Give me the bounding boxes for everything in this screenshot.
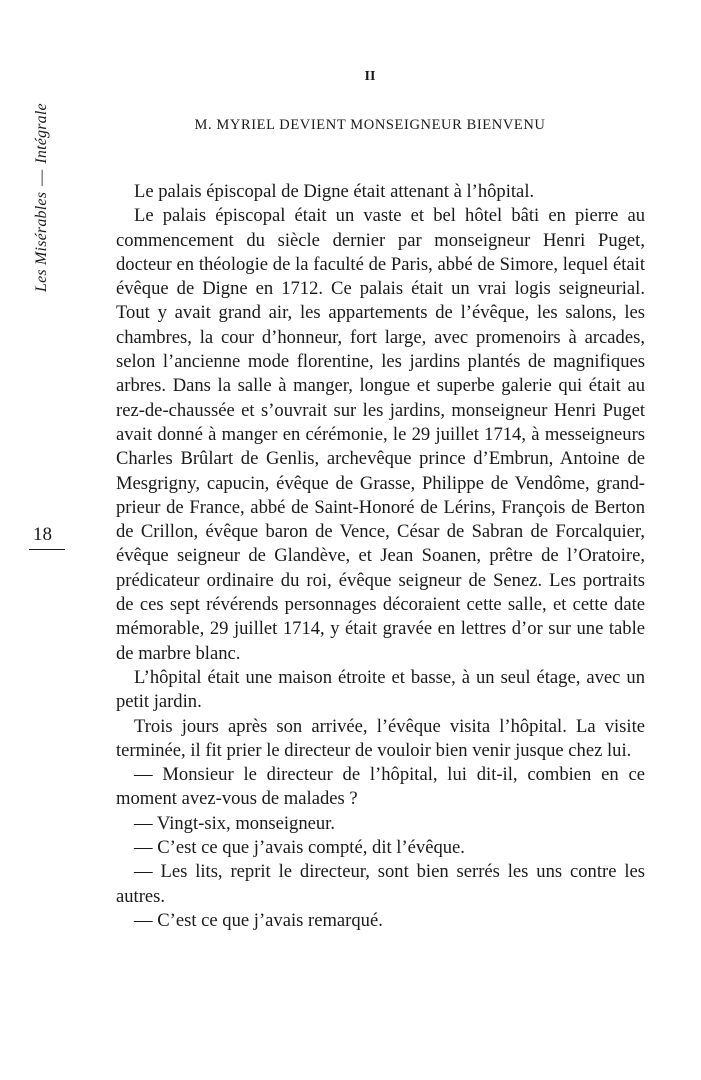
- paragraph: Trois jours après son arrivée, l’évêque visita l’hôpital. La visite terminée, il fit prier le directeur de vouloir bien venir jusque chez lui.: [116, 715, 645, 761]
- running-title-book: Les Misérables: [33, 191, 50, 292]
- page-number-rule: [29, 549, 65, 550]
- paragraph: L’hôpital était une maison étroite et basse, à un seul étage, avec un petit jardin.: [116, 666, 645, 713]
- chapter-number: II: [364, 69, 376, 84]
- running-title-edition: Intégrale: [33, 103, 50, 164]
- text-body: [116, 180, 645, 933]
- page-number: 18: [33, 524, 52, 545]
- dialogue-line: — C’est ce que j’avais compté, dit l’évêque.: [134, 837, 465, 859]
- dialogue-line: — Les lits, reprit le directeur, sont bien serrés les uns contre les autres.: [116, 861, 645, 907]
- paragraph: Le palais épiscopal de Digne était attenant à l’hôpital.: [134, 181, 535, 202]
- chapter-title: M. MYRIEL DEVIENT MONSEIGNEUR BIENVENU: [194, 117, 546, 133]
- dialogue-line: — Vingt-six, monseigneur.: [134, 812, 335, 834]
- dialogue-line: — Monsieur le directeur de l’hôpital, lui dit-il, combien en ce moment avez-vous de malades ?: [116, 764, 645, 810]
- paragraph: Le palais épiscopal était un vaste et bel hôtel bâti en pierre au commencement du siècle dernier par monseigneur Henri Puget, docteur en théologie de la faculté de Paris, abbé de Simore, lequel était évêque de Digne en 1712. Ce palais était un vrai logis seigneurial. Tout y avait grand air, les appartements de l’évêque, les salons, les chambres, la cour d’honneur, fort large, avec promenoirs à arcades, selon l’ancienne mode florentine, les jardins plantés de magnifiques arbres. Dans la salle à manger, longue et superbe galerie qui était au rez-de-chaussée et s’ouvrait sur les jardins, monseigneur Henri Puget avait donné à manger en cérémonie, le 29 juillet 1714, à messeigneurs Charles Brûlart de Genlis, archevêque prince d’Embrun, Antoine de Mesgrigny, capucin, évêque de Grasse, Philippe de Vendôme, grand-prieur de France, abbé de Saint-Honoré de Lérins, François de Berton de Crillon, évêque baron de Vence, César de Sabran de Forcalquier, évêque seigneur de Glandève, et Jean Soanen, prêtre de l’Oratoire, prédicateur ordinaire du roi, évêque seigneur de Senez. Les portraits de ces sept révérends personnages décoraient cette salle, et cette date mémorable, 29 juillet 1714, y était gravée en lettres d’or sur une table de marbre blanc.: [116, 205, 645, 664]
- running-title-separator: —: [33, 169, 50, 186]
- dialogue-line: — C’est ce que j’avais remarqué.: [134, 909, 383, 931]
- running-title: [33, 103, 51, 292]
